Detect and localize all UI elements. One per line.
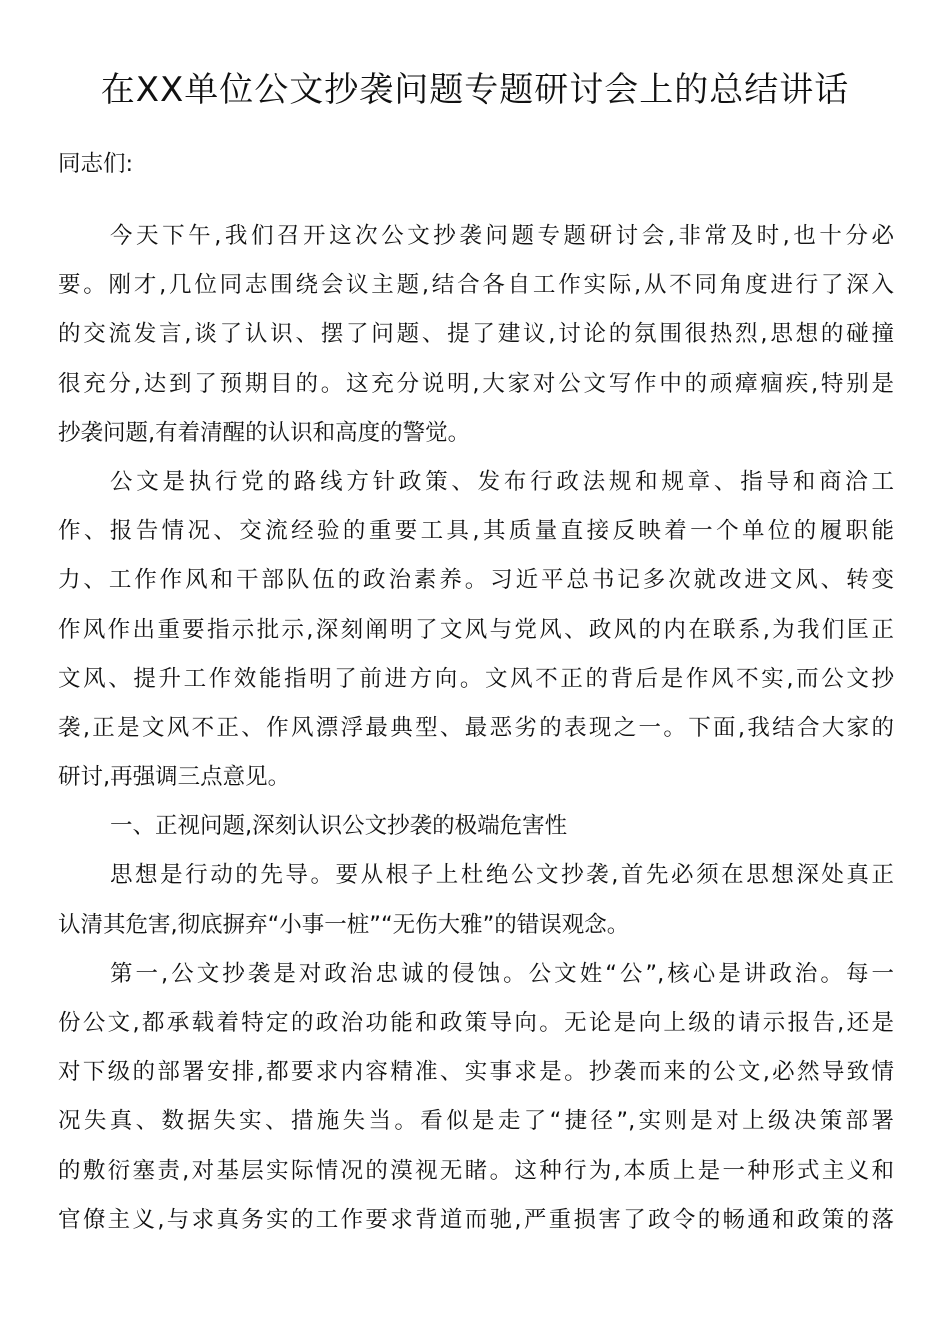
body-text-line: 官僚主义,与求真务实的工作要求背道而驰,严重损害了政令的畅通和政策的落 bbox=[58, 1206, 894, 1233]
body-text-line: 力、工作作风和干部队伍的政治素养。习近平总书记多次就改进文风、转变 bbox=[58, 567, 894, 594]
body-text-line: 认清其危害,彻底摒弃“小事一桩”“无伤大雅”的错误观念。 bbox=[58, 911, 630, 938]
body-text-line: 要。刚才,几位同志围绕会议主题,结合各自工作实际,从不同角度进行了深入 bbox=[58, 272, 894, 299]
body-text-line: 第一,公文抄袭是对政治忠诚的侵蚀。公文姓“公”,核心是讲政治。每一 bbox=[110, 960, 894, 987]
body-text-line: 份公文,都承载着特定的政治功能和政策导向。无论是向上级的请示报告,还是 bbox=[58, 1010, 894, 1036]
salutation: 同志们: bbox=[58, 151, 134, 177]
section-heading: 一、正视问题,深刻认识公文抄袭的极端危害性 bbox=[110, 813, 568, 840]
body-text-line: 思想是行动的先导。要从根子上杜绝公文抄袭,首先必须在思想深处真正 bbox=[110, 862, 894, 889]
body-text-line: 研讨,再强调三点意见。 bbox=[58, 764, 291, 791]
body-text-line: 公文是执行党的路线方针政策、发布行政法规和规章、指导和商洽工 bbox=[110, 468, 894, 495]
body-text-line: 对下级的部署安排,都要求内容精准、实事求是。抄袭而来的公文,必然导致情 bbox=[58, 1059, 894, 1086]
body-text-line: 今天下午,我们召开这次公文抄袭问题专题研讨会,非常及时,也十分必 bbox=[110, 223, 894, 249]
body-text-line: 抄袭问题,有着清醒的认识和高度的警觉。 bbox=[58, 419, 471, 446]
body-text-line: 的交流发言,谈了认识、摆了问题、提了建议,讨论的氛围很热烈,思想的碰撞 bbox=[58, 321, 894, 348]
body-text-line: 作风作出重要指示批示,深刻阐明了文风与党风、政风的内在联系,为我们匡正 bbox=[58, 616, 894, 643]
body-text-line: 的敷衍塞责,对基层实际情况的漠视无睹。这种行为,本质上是一种形式主义和 bbox=[58, 1157, 894, 1184]
document-title: 在XX单位公文抄袭问题专题研讨会上的总结讲话 bbox=[100, 70, 850, 110]
body-text-line: 文风、提升工作效能指明了前进方向。文风不正的背后是作风不实,而公文抄 bbox=[58, 665, 894, 692]
body-text-line: 作、报告情况、交流经验的重要工具,其质量直接反映着一个单位的履职能 bbox=[58, 518, 894, 545]
body-text-line: 很充分,达到了预期目的。这充分说明,大家对公文写作中的顽瘴痼疾,特别是 bbox=[58, 370, 894, 397]
document-body bbox=[58, 212, 894, 1245]
body-text-line: 况失真、数据失实、措施失当。看似是走了“捷径”,实则是对上级决策部署 bbox=[58, 1108, 894, 1135]
body-text-line: 袭,正是文风不正、作风漂浮最典型、最恶劣的表现之一。下面,我结合大家的 bbox=[58, 714, 894, 741]
